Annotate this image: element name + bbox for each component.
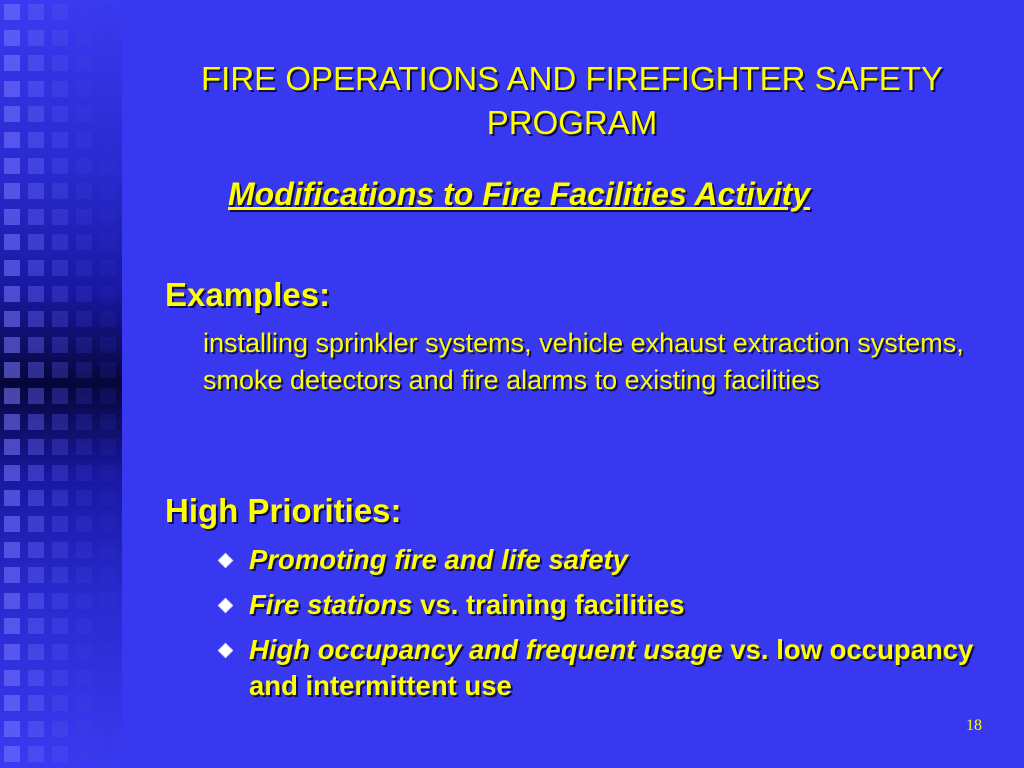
- decorative-square: [100, 55, 116, 71]
- decorative-square: [4, 234, 20, 250]
- decorative-square: [4, 618, 20, 634]
- decorative-square: [4, 516, 20, 532]
- priority-item-italic: Promoting fire and life safety: [249, 544, 628, 575]
- decorative-square: [100, 158, 116, 174]
- decorative-square: [52, 490, 68, 506]
- decorative-square: [28, 30, 44, 46]
- decorative-square: [52, 567, 68, 583]
- decorative-square: [28, 542, 44, 558]
- decorative-square: [76, 106, 92, 122]
- decorative-square: [52, 465, 68, 481]
- decorative-square: [4, 286, 20, 302]
- decorative-square: [4, 746, 20, 762]
- decorative-square: [76, 4, 92, 20]
- decorative-square: [100, 542, 116, 558]
- decorative-square: [52, 311, 68, 327]
- decorative-square: [100, 260, 116, 276]
- decorative-square: [4, 183, 20, 199]
- decorative-square: [52, 670, 68, 686]
- decorative-square: [100, 234, 116, 250]
- decorative-square: [4, 337, 20, 353]
- slide-subtitle: Modifications to Fire Facilities Activity: [228, 176, 811, 212]
- decorative-square: [28, 644, 44, 660]
- decorative-square: [100, 30, 116, 46]
- priority-item: [218, 587, 998, 623]
- decorative-square: [28, 618, 44, 634]
- decorative-square: [100, 362, 116, 378]
- decorative-square: [28, 439, 44, 455]
- decorative-square: [52, 414, 68, 430]
- decorative-square: [28, 414, 44, 430]
- decorative-square: [76, 81, 92, 97]
- decorative-square: [4, 721, 20, 737]
- decorative-square: [4, 311, 20, 327]
- decorative-square: [52, 286, 68, 302]
- decorative-square: [4, 414, 20, 430]
- decorative-square: [76, 746, 92, 762]
- decorative-square: [100, 183, 116, 199]
- decorative-square: [76, 286, 92, 302]
- priority-item-rest: vs. low occupancy and intermittent use: [249, 634, 974, 701]
- decorative-square: [100, 414, 116, 430]
- slide-number: 18: [966, 717, 982, 734]
- decorative-square: [52, 721, 68, 737]
- decorative-square: [76, 516, 92, 532]
- decorative-square: [52, 183, 68, 199]
- decorative-square: [52, 618, 68, 634]
- decorative-square: [52, 542, 68, 558]
- decorative-square: [52, 337, 68, 353]
- decorative-square: [76, 209, 92, 225]
- decorative-square: [76, 234, 92, 250]
- decorative-square: [28, 337, 44, 353]
- decorative-square: [100, 721, 116, 737]
- decorative-square: [28, 209, 44, 225]
- decorative-square: [28, 81, 44, 97]
- decorative-square: [52, 106, 68, 122]
- decorative-square: [28, 516, 44, 532]
- examples-text: installing sprinkler systems, vehicle exhaust extraction systems, smoke detectors and fire alarms to existing facilities: [203, 328, 964, 395]
- decorative-square: [4, 465, 20, 481]
- decorative-square: [28, 234, 44, 250]
- decorative-square: [52, 516, 68, 532]
- decorative-square: [28, 183, 44, 199]
- priority-item-italic: Fire stations: [249, 589, 413, 620]
- decorative-square: [28, 362, 44, 378]
- diamond-bullet-icon: [218, 598, 234, 614]
- decorative-square: [4, 567, 20, 583]
- decorative-square: [52, 55, 68, 71]
- decorative-square: [28, 567, 44, 583]
- decorative-square: [76, 30, 92, 46]
- decorative-square: [28, 55, 44, 71]
- decorative-square: [76, 388, 92, 404]
- decorative-square: [28, 4, 44, 20]
- priority-item: [218, 632, 998, 704]
- decorative-square: [76, 183, 92, 199]
- decorative-square: [100, 337, 116, 353]
- examples-heading: Examples:: [165, 276, 331, 313]
- decorative-square: [76, 414, 92, 430]
- decorative-square: [76, 439, 92, 455]
- decorative-square: [4, 388, 20, 404]
- decorative-square: [28, 260, 44, 276]
- decorative-square: [76, 618, 92, 634]
- decorative-square: [52, 260, 68, 276]
- decorative-square: [28, 132, 44, 148]
- decorative-square: [76, 465, 92, 481]
- decorative-square: [28, 106, 44, 122]
- decorative-square: [4, 158, 20, 174]
- decorative-square: [100, 593, 116, 609]
- decorative-square: [100, 618, 116, 634]
- decorative-square: [100, 106, 116, 122]
- decorative-square: [76, 567, 92, 583]
- decorative-square: [76, 158, 92, 174]
- decorative-square: [76, 337, 92, 353]
- decorative-square: [28, 388, 44, 404]
- priority-item-italic: High occupancy and frequent usage: [249, 634, 723, 665]
- decorative-square: [4, 593, 20, 609]
- decorative-square: [28, 695, 44, 711]
- diamond-bullet-icon: [218, 643, 234, 659]
- decorative-square: [52, 695, 68, 711]
- decorative-square: [4, 4, 20, 20]
- decorative-square: [52, 209, 68, 225]
- decorative-square: [4, 55, 20, 71]
- decorative-square: [28, 311, 44, 327]
- diamond-bullet-icon: [218, 553, 234, 569]
- decorative-square: [52, 4, 68, 20]
- decorative-square: [28, 158, 44, 174]
- decorative-square: [52, 644, 68, 660]
- decorative-square: [76, 542, 92, 558]
- decorative-square: [28, 490, 44, 506]
- decorative-square: [52, 158, 68, 174]
- decorative-square: [52, 132, 68, 148]
- decorative-square: [52, 593, 68, 609]
- decorative-square: [4, 132, 20, 148]
- priority-item: [218, 542, 998, 578]
- decorative-square: [28, 593, 44, 609]
- decorative-square: [100, 81, 116, 97]
- decorative-square: [100, 4, 116, 20]
- decorative-square: [100, 567, 116, 583]
- decorative-square: [76, 670, 92, 686]
- priority-item-rest: vs. training facilities: [412, 589, 685, 620]
- priorities-list: [218, 542, 998, 713]
- decorative-square: [4, 439, 20, 455]
- decorative-square: [52, 746, 68, 762]
- decorative-square: [100, 311, 116, 327]
- decorative-square: [76, 311, 92, 327]
- decorative-square: [28, 465, 44, 481]
- decorative-square: [4, 106, 20, 122]
- decorative-square: [76, 721, 92, 737]
- decorative-sidebar: [0, 0, 122, 768]
- decorative-square: [100, 644, 116, 660]
- decorative-square: [4, 644, 20, 660]
- decorative-square: [28, 721, 44, 737]
- decorative-square: [76, 644, 92, 660]
- decorative-square: [100, 132, 116, 148]
- decorative-square: [52, 362, 68, 378]
- decorative-square: [52, 234, 68, 250]
- slide-title: FIRE OPERATIONS AND FIREFIGHTER SAFETY PROGRAM: [201, 60, 943, 141]
- decorative-square: [100, 286, 116, 302]
- decorative-square: [100, 209, 116, 225]
- decorative-square: [4, 260, 20, 276]
- decorative-square: [100, 516, 116, 532]
- decorative-square: [100, 746, 116, 762]
- decorative-square: [100, 670, 116, 686]
- decorative-square: [76, 490, 92, 506]
- decorative-square: [76, 362, 92, 378]
- decorative-square: [52, 30, 68, 46]
- decorative-square: [100, 465, 116, 481]
- decorative-square: [100, 695, 116, 711]
- decorative-square: [4, 81, 20, 97]
- decorative-square: [100, 490, 116, 506]
- decorative-square: [28, 746, 44, 762]
- decorative-square: [4, 670, 20, 686]
- decorative-square: [4, 209, 20, 225]
- decorative-square: [4, 30, 20, 46]
- decorative-square: [76, 260, 92, 276]
- decorative-square-grid: [4, 0, 122, 768]
- decorative-square: [52, 439, 68, 455]
- decorative-square: [52, 81, 68, 97]
- decorative-square: [76, 55, 92, 71]
- decorative-square: [100, 439, 116, 455]
- decorative-square: [76, 695, 92, 711]
- decorative-square: [100, 388, 116, 404]
- high-priorities-heading: High Priorities:: [165, 492, 402, 529]
- decorative-square: [76, 132, 92, 148]
- decorative-square: [28, 286, 44, 302]
- decorative-square: [52, 388, 68, 404]
- decorative-square: [28, 670, 44, 686]
- decorative-square: [4, 362, 20, 378]
- decorative-square: [4, 542, 20, 558]
- decorative-square: [4, 695, 20, 711]
- decorative-square: [76, 593, 92, 609]
- decorative-square: [4, 490, 20, 506]
